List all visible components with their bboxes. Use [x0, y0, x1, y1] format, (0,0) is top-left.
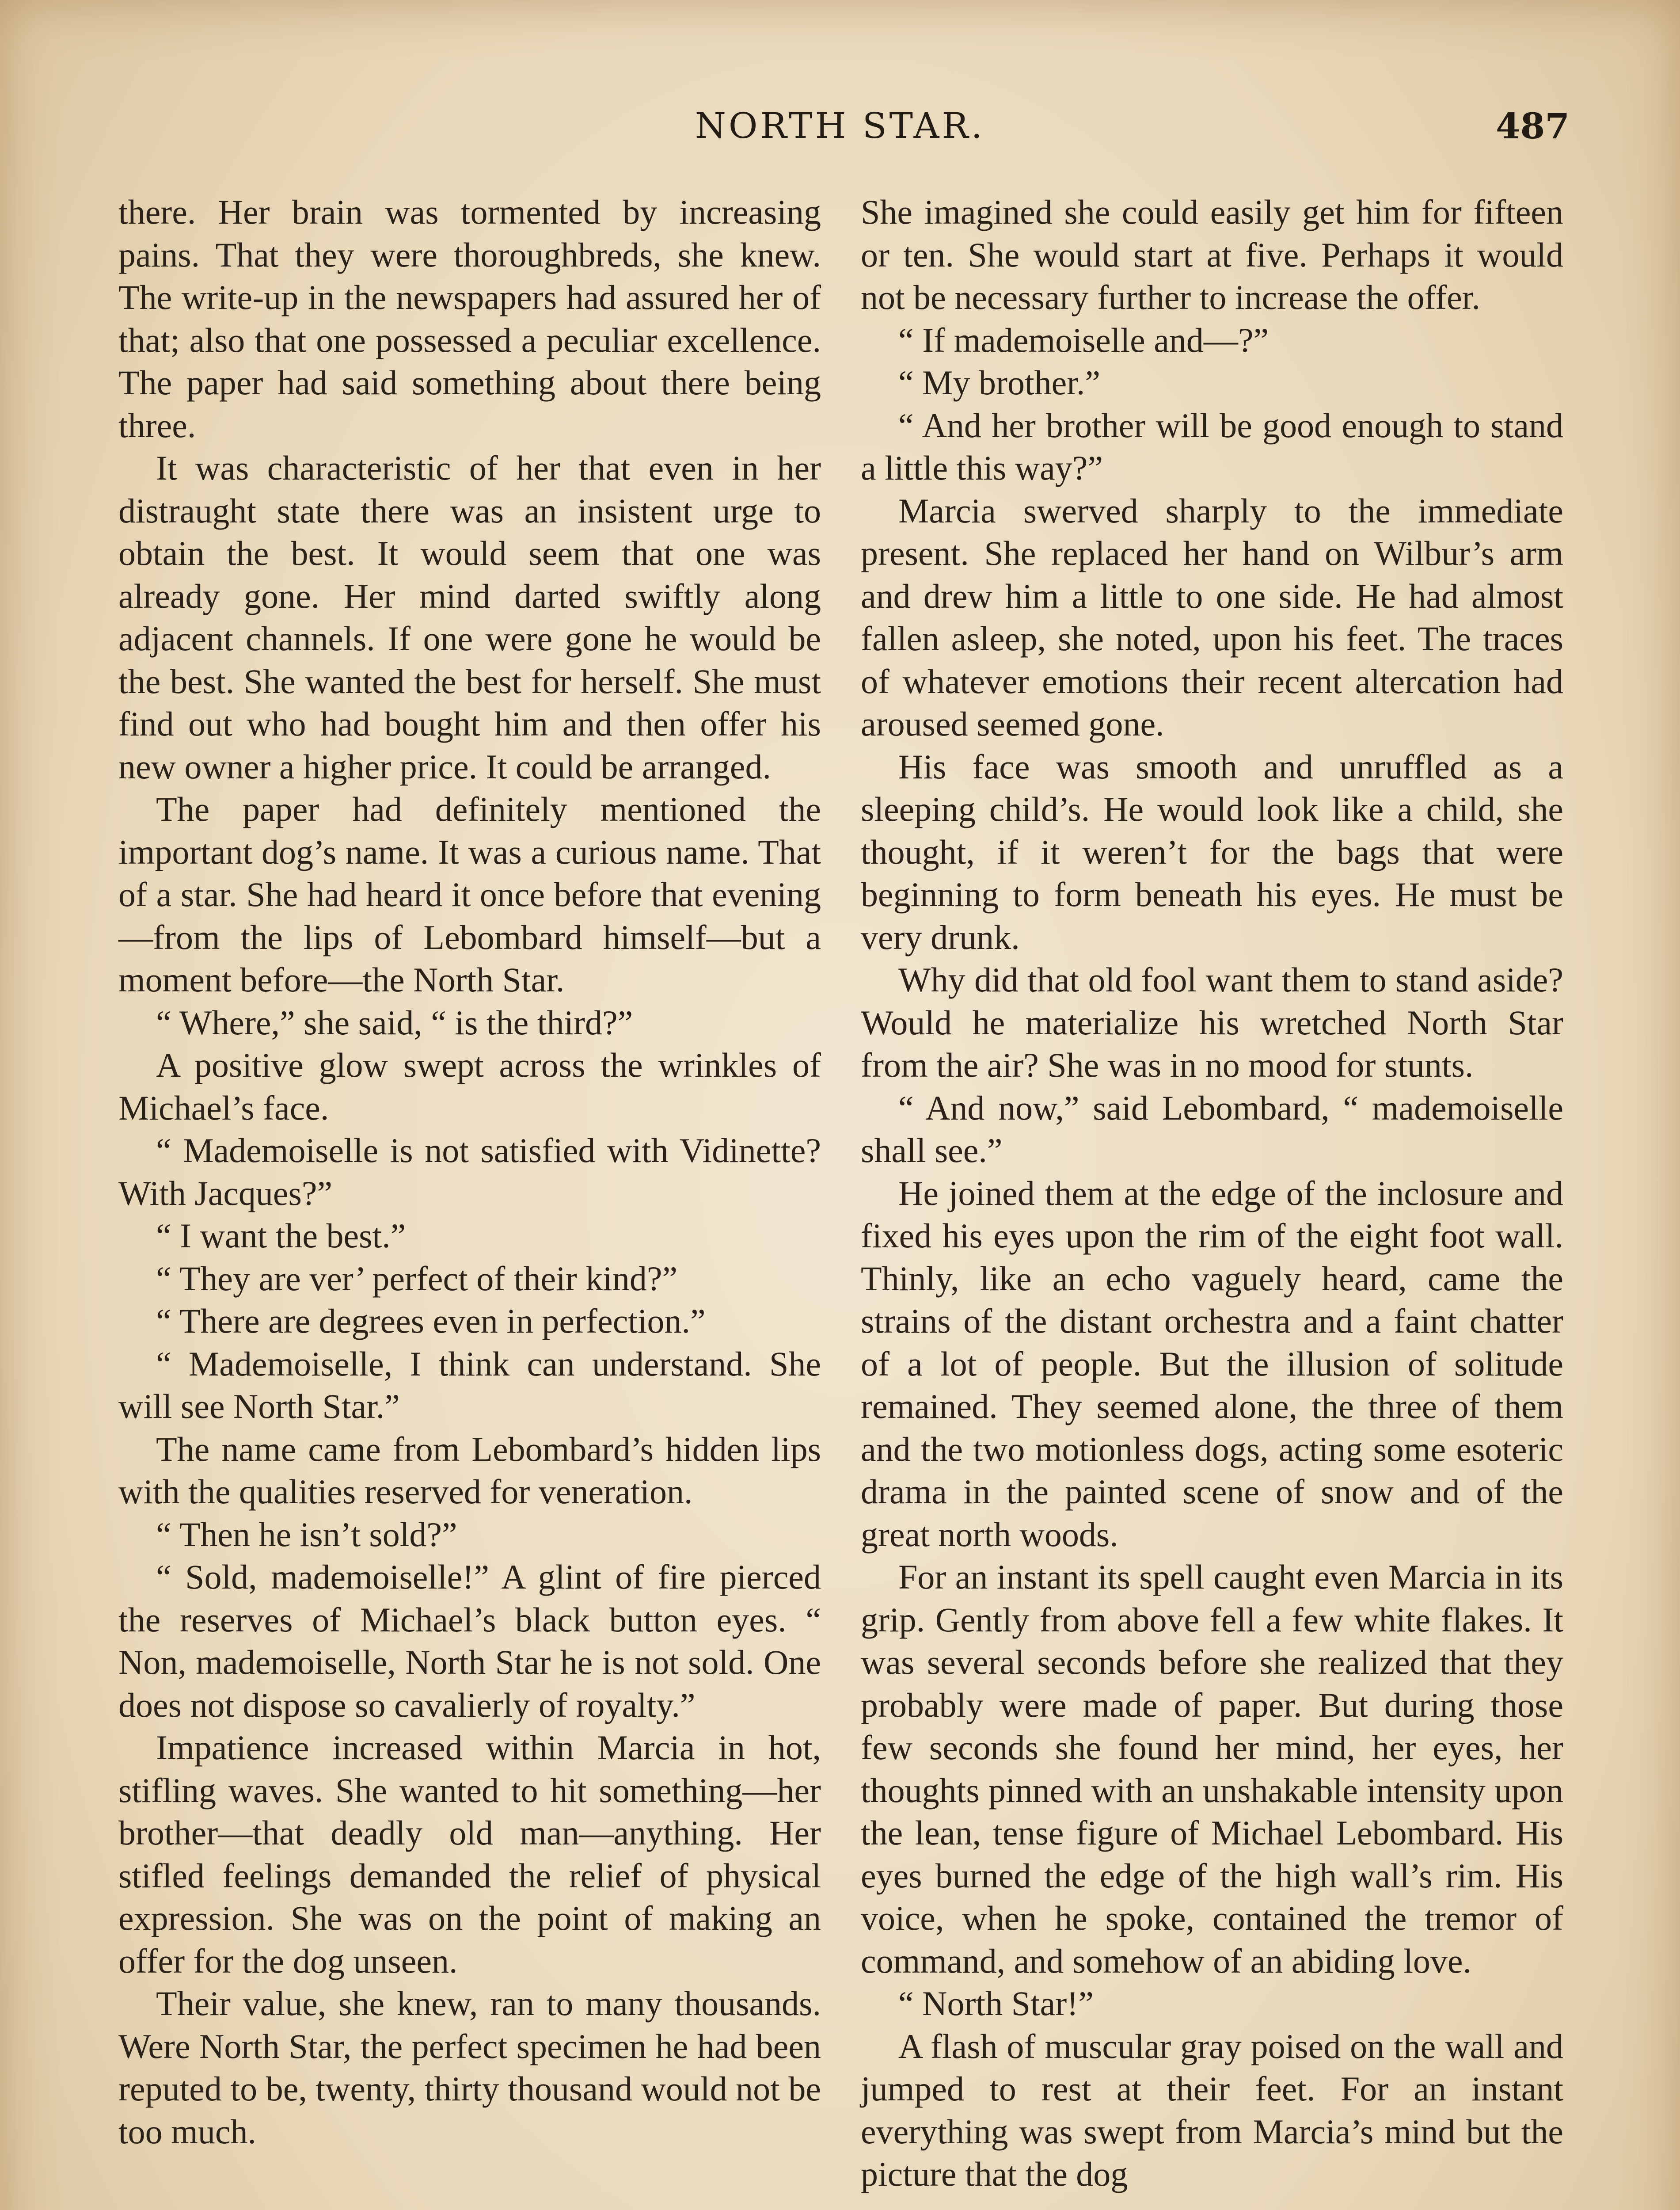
- paragraph: “ My brother.”: [898, 363, 1101, 402]
- paragraph: “ Sold, mademoiselle!” A glint of fire pierced the reserves of Michael’s black button eyes. “ Non, mademoiselle, North Star he is not sold. One does not dispose so cavalierly of royalty.”: [118, 1558, 821, 1724]
- paragraph: Why did that old fool want them to stand aside? Would he materialize his wretched North Star from the air? She was in no mood for stunts.: [861, 960, 1563, 1084]
- right-column: [861, 191, 1563, 2196]
- paragraph: Impatience increased within Marcia in hot, stifling waves. She wanted to hit something—her brother—that deadly old man—anything. Her stifled feelings demanded the relief of physical expression. She was on the point of making an offer for the dog unseen.: [118, 1728, 821, 1980]
- paragraph: He joined them at the edge of the inclosure and fixed his eyes upon the rim of the eight foot wall. Thinly, like an echo vaguely heard, came the strains of the distant orchestra and a faint chatter of a lot of people. But the illusion of solitude remained. They seemed alone, the three of them and the two motionless dogs, acting some esoteric drama in the painted scene of snow and of the great north woods.: [861, 1174, 1563, 1554]
- paragraph: The paper had definitely mentioned the important dog’s name. It was a curious name. That of a star. She had heard it once before that evening—from the lips of Lebombard himself—but a moment before—the North Star.: [118, 790, 821, 999]
- paragraph: “ There are degrees even in perfection.”: [156, 1302, 706, 1340]
- paragraph: A positive glow swept across the wrinkles of Michael’s face.: [118, 1046, 821, 1127]
- paragraph: “ Mademoiselle is not satisfied with Vidinette? With Jacques?”: [118, 1131, 821, 1212]
- running-title: NORTH STAR.: [695, 105, 985, 146]
- paragraph: “ Where,” she said, “ is the third?”: [156, 1003, 633, 1042]
- paragraph: His face was smooth and unruffled as a sleeping child’s. He would look like a child, she thought, if it weren’t for the bags that were beginning to form beneath his eyes. He must be very drunk.: [861, 747, 1563, 956]
- paragraph: “ They are ver’ perfect of their kind?”: [156, 1259, 678, 1298]
- paragraph: The name came from Lebombard’s hidden lips with the qualities reserved for veneration.: [118, 1429, 821, 1511]
- paragraph: For an instant its spell caught even Marcia in its grip. Gently from above fell a few white flakes. It was several seconds before she realized that they probably were made of paper. But during those few seconds she found her mind, her eyes, her thoughts pinned with an unshakable intensity upon the lean, tense figure of Michael Lebombard. His eyes burned the edge of the high wall’s rim. His voice, when he spoke, contained the tremor of command, and somehow of an abiding love.: [861, 1558, 1563, 1980]
- left-column: [118, 191, 821, 2153]
- paragraph: “ North Star!”: [898, 1984, 1094, 2023]
- paragraph: She imagined she could easily get him for fifteen or ten. She would start at five. Perhaps it would not be necessary further to increase the offer.: [861, 193, 1563, 316]
- paragraph: “ And her brother will be good enough to stand a little this way?”: [861, 406, 1563, 487]
- paragraph: “ Then he isn’t sold?”: [156, 1515, 457, 1554]
- paragraph: It was characteristic of her that even in her distraught state there was an insistent urge to obtain the best. It would seem that one was already gone. Her mind darted swiftly along adjacent channels. If one were gone he would be the best. She wanted the best for herself. She must find out who had bought him and then offer his new owner a higher price. It could be arranged.: [118, 449, 821, 786]
- paragraph: Their value, she knew, ran to many thousands. Were North Star, the perfect specimen he had been reputed to be, twenty, thirty thousand would not be too much.: [118, 1984, 821, 2151]
- paragraph: there. Her brain was tormented by increasing pains. That they were thoroughbreds, she knew. The write-up in the newspapers had assured her of that; also that one possessed a peculiar excellence. The paper had said something about there being three.: [118, 193, 821, 445]
- paragraph: “ I want the best.”: [156, 1216, 406, 1255]
- paragraph: A flash of muscular gray poised on the wall and jumped to rest at their feet. For an instant everything was swept from Marcia’s mind but the picture that the dog: [861, 2027, 1563, 2193]
- paragraph: “ And now,” said Lebombard, “ mademoiselle shall see.”: [861, 1088, 1563, 1170]
- paragraph: “ If mademoiselle and—?”: [898, 320, 1269, 359]
- page-number: 487: [1496, 105, 1570, 147]
- paragraph: “ Mademoiselle, I think can understand. She will see North Star.”: [118, 1344, 821, 1425]
- paragraph: Marcia swerved sharply to the immediate present. She replaced her hand on Wilbur’s arm and drew him a little to one side. He had almost fallen asleep, she noted, upon his feet. The traces of whatever emotions their recent altercation had aroused seemed gone.: [861, 491, 1563, 743]
- running-head: [0, 105, 1680, 154]
